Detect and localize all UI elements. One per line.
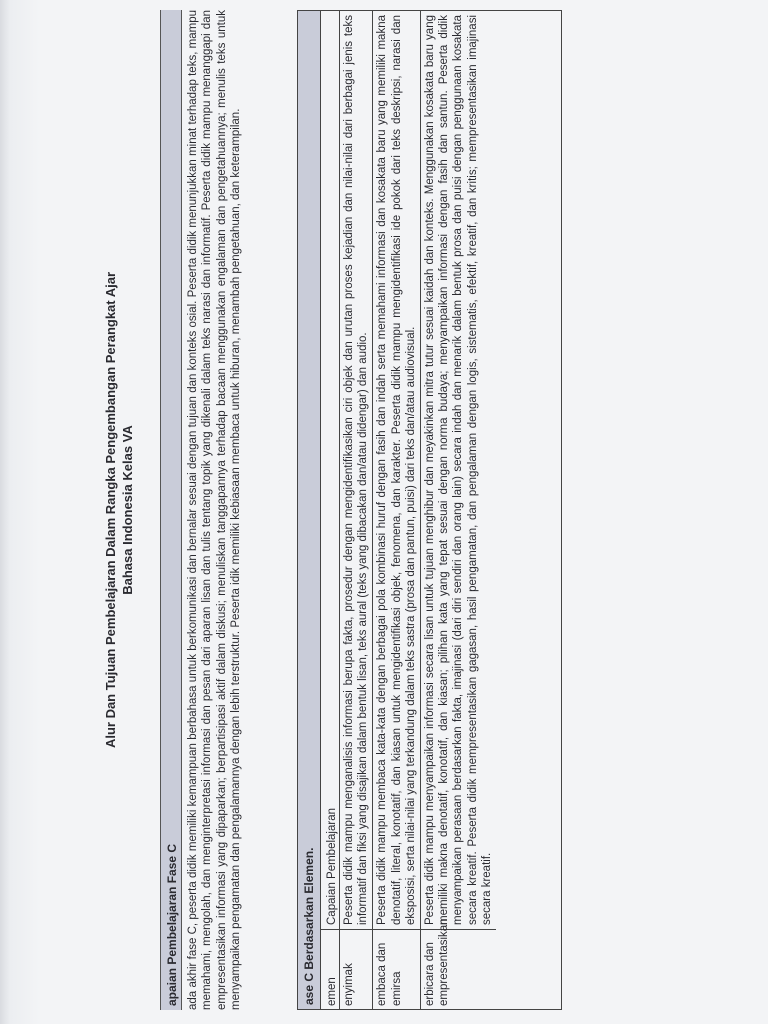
table-row <box>373 11 421 1009</box>
section-paragraph-capaian: ada akhir fase C, peserta didik memiliki kemampuan berbahasa untuk berkomunikasi dan bernalar sesuai dengan tujuan dan konteks osial. Peserta didik menunjukkan minat terhadap teks, mampu memahami, mengolah, dan menginterpretasi informasi dan pesan dari aparan lisan dan tulis tentang topik yang dikenali dalam teks narasi dan informatif. Peserta didik mampu menanggapi dan empresentasikan informasi yang dipaparkan; berpartisipasi aktif dalam diskusi; menuliskan tanggapannya terhadap bacaan menggunakan engalaman dan pengetahuannya; menulis teks untuk menyampaikan pengamatan dan pengalamannya dengan lebih terstruktur. Peserta idik memiliki kebiasaan membaca untuk hiburan, menambah pengetahuan, dan keterampilan. <box>187 10 242 1010</box>
row-text: Peserta didik mampu menyampaikan informasi secara lisan untuk tujuan menghibur dan meyakinkan mitra tutur sesuai kaidah dan konteks. Menggunakan kosakata baru yang memiliki makna denotatif, konotatif, dan kiasan; pilihan kata yang tepat sesuai dengan norma budaya; menyampaikan informasi dengan fasih dan santun. Peserta didik menyampaikan perasaan berdasarkan fakta, imajinasi (dari diri sendiri dan orang lain) secara indah dan menarik dalam bentuk prosa dan puisi dengan penggunaan kosakata secara kreatif. Peserta didik mempresentasikan gagasan, hasil pengamatan, dan pengalaman dengan logis, sistematis, efektif, kreatif, dan kritis; mempresentasikan imajinasi secara kreatif. <box>424 15 493 925</box>
row-element: embaca dan emirsa <box>373 929 420 1009</box>
header-capaian: Capaian Pembelajaran <box>326 808 338 925</box>
header-element: emen <box>321 929 339 1009</box>
table-header-row <box>321 11 340 1009</box>
rotated-document-page <box>102 10 742 1010</box>
table-heading: ase C Berdasarkan Elemen. <box>298 11 321 1009</box>
section-heading-capaian: apaian Pembelajaran Fase C <box>160 10 182 1010</box>
table-row <box>340 11 373 1009</box>
row-element: enyimak <box>340 929 372 1009</box>
row-text: Peserta didik mampu menganalisis informasi berupa fakta, prosedur dengan mengidentifikasikan ciri objek dan urutan proses kejadian dan nilai-nilai dari berbagai jenis teks informatif dan fiksi yang disajikan dalam bentuk lisan, teks aural (teks yang dibacakan dan/atau didengar) dan audio. <box>343 15 370 925</box>
title-line-2: Bahasa Indonesia Kelas VA <box>120 425 135 595</box>
row-element: erbicara dan empresentasikan <box>421 929 496 1009</box>
title-line-1: Alur Dan Tujuan Pembelajaran Dalam Rangka Pengembangan Perangkat Ajar <box>103 271 118 749</box>
table-row <box>421 11 496 1009</box>
document-title <box>102 10 136 1010</box>
row-text: Peserta didik mampu membaca kata-kata dengan berbagai pola kombinasi huruf dengan fasih dan indah serta memahami informasi dan kosakata baru yang memiliki makna denotatif, literal, konotatif, dan kiasan untuk mengidentifikasi objek, fenomena, dan karakter. Peserta didik mampu mengidentifikasi ide pokok dari teks deskripsi, narasi dan eksposisi, serta nilai-nilai yang terkandung dalam teks sastra (prosa dan pantun, puisi) dari teks dan/atau audiovisual. <box>376 15 417 925</box>
elements-table <box>297 10 562 1010</box>
